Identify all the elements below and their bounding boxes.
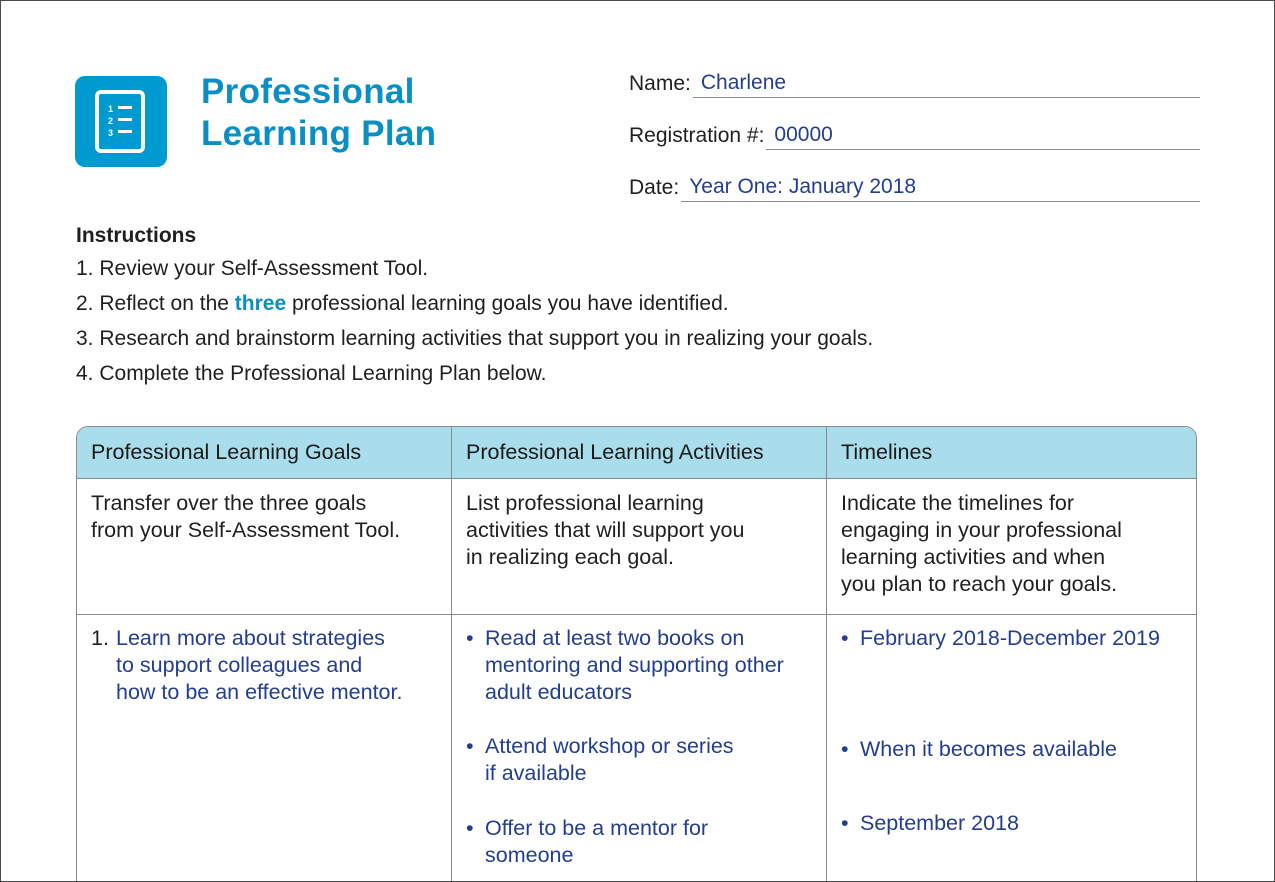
timeline-item — [841, 625, 1160, 652]
timeline-item — [841, 810, 1019, 837]
svg-text:1: 1 — [108, 104, 114, 114]
activity-text: Read at least two books on mentoring and supporting other adult educators — [485, 626, 784, 704]
bullet-icon: • — [841, 737, 849, 761]
goal-number: 1. — [91, 626, 109, 650]
instructions — [76, 221, 873, 391]
table-row — [77, 615, 1196, 882]
bullet-icon: • — [466, 734, 474, 758]
activity-text: Attend workshop or series if available — [485, 734, 734, 785]
activity-item — [466, 625, 784, 706]
goal-item — [91, 625, 402, 706]
learning-plan-table — [76, 426, 1197, 882]
timeline-item — [841, 736, 1117, 763]
title-line-1: Professional — [201, 72, 415, 111]
numbered-list-icon — [75, 76, 167, 167]
step-2-after: professional learning goals you have identified. — [286, 292, 729, 315]
activity-item — [466, 815, 708, 869]
instructions-heading: Instructions — [76, 224, 197, 247]
step-2-before: 2. Reflect on the — [76, 292, 235, 315]
instruction-step-4: 4. Complete the Professional Learning Plan below. — [76, 362, 547, 385]
instruction-step-3: 3. Research and brainstorm learning activities that support you in realizing your goals. — [76, 327, 874, 350]
timeline-text: February 2018-December 2019 — [860, 626, 1160, 650]
registration-value[interactable]: 00000 — [766, 123, 1200, 150]
title-line-2: Learning Plan — [201, 114, 437, 153]
page-title — [201, 71, 436, 155]
timelines-cell[interactable] — [827, 615, 1196, 882]
timeline-text: September 2018 — [860, 811, 1019, 835]
header-timelines: Timelines — [841, 440, 933, 464]
bullet-icon: • — [841, 811, 849, 835]
bullet-icon: • — [466, 626, 474, 650]
bullet-icon: • — [841, 626, 849, 650]
date-label: Date: — [629, 176, 680, 199]
table-header-row — [77, 427, 1196, 479]
timeline-text: When it becomes available — [860, 737, 1117, 761]
activity-item — [466, 733, 734, 787]
name-label: Name: — [629, 72, 691, 95]
name-value[interactable]: Charlene — [693, 71, 1200, 98]
instruction-step-1: 1. Review your Self-Assessment Tool. — [76, 257, 429, 280]
date-value[interactable]: Year One: January 2018 — [681, 175, 1200, 202]
date-field[interactable] — [629, 172, 1200, 202]
svg-text:2: 2 — [108, 116, 114, 126]
header-goals: Professional Learning Goals — [77, 427, 452, 478]
activities-description: List professional learning activities that will support you in realizing each goal. — [452, 479, 827, 614]
timelines-description: Indicate the timelines for engaging in your professional learning activities and when you plan to reach your goals. — [841, 491, 1122, 596]
goal-text: Learn more about strategies to support colleagues and how to be an effective mentor. — [116, 626, 403, 704]
registration-label: Registration #: — [629, 124, 765, 147]
registration-field[interactable] — [629, 120, 1200, 150]
instruction-step-2 — [76, 286, 873, 321]
step-2-highlight: three — [234, 292, 287, 315]
goals-description: Transfer over the three goals from your Self-Assessment Tool. — [77, 479, 452, 614]
bullet-icon: • — [466, 816, 474, 840]
activities-cell[interactable] — [452, 615, 827, 882]
table-description-row — [77, 479, 1196, 615]
header-activities: Professional Learning Activities — [452, 427, 827, 478]
goal-cell[interactable] — [77, 615, 452, 882]
svg-text:3: 3 — [108, 128, 114, 138]
activity-text: Offer to be a mentor for someone — [485, 816, 709, 867]
name-field[interactable] — [629, 68, 1200, 98]
